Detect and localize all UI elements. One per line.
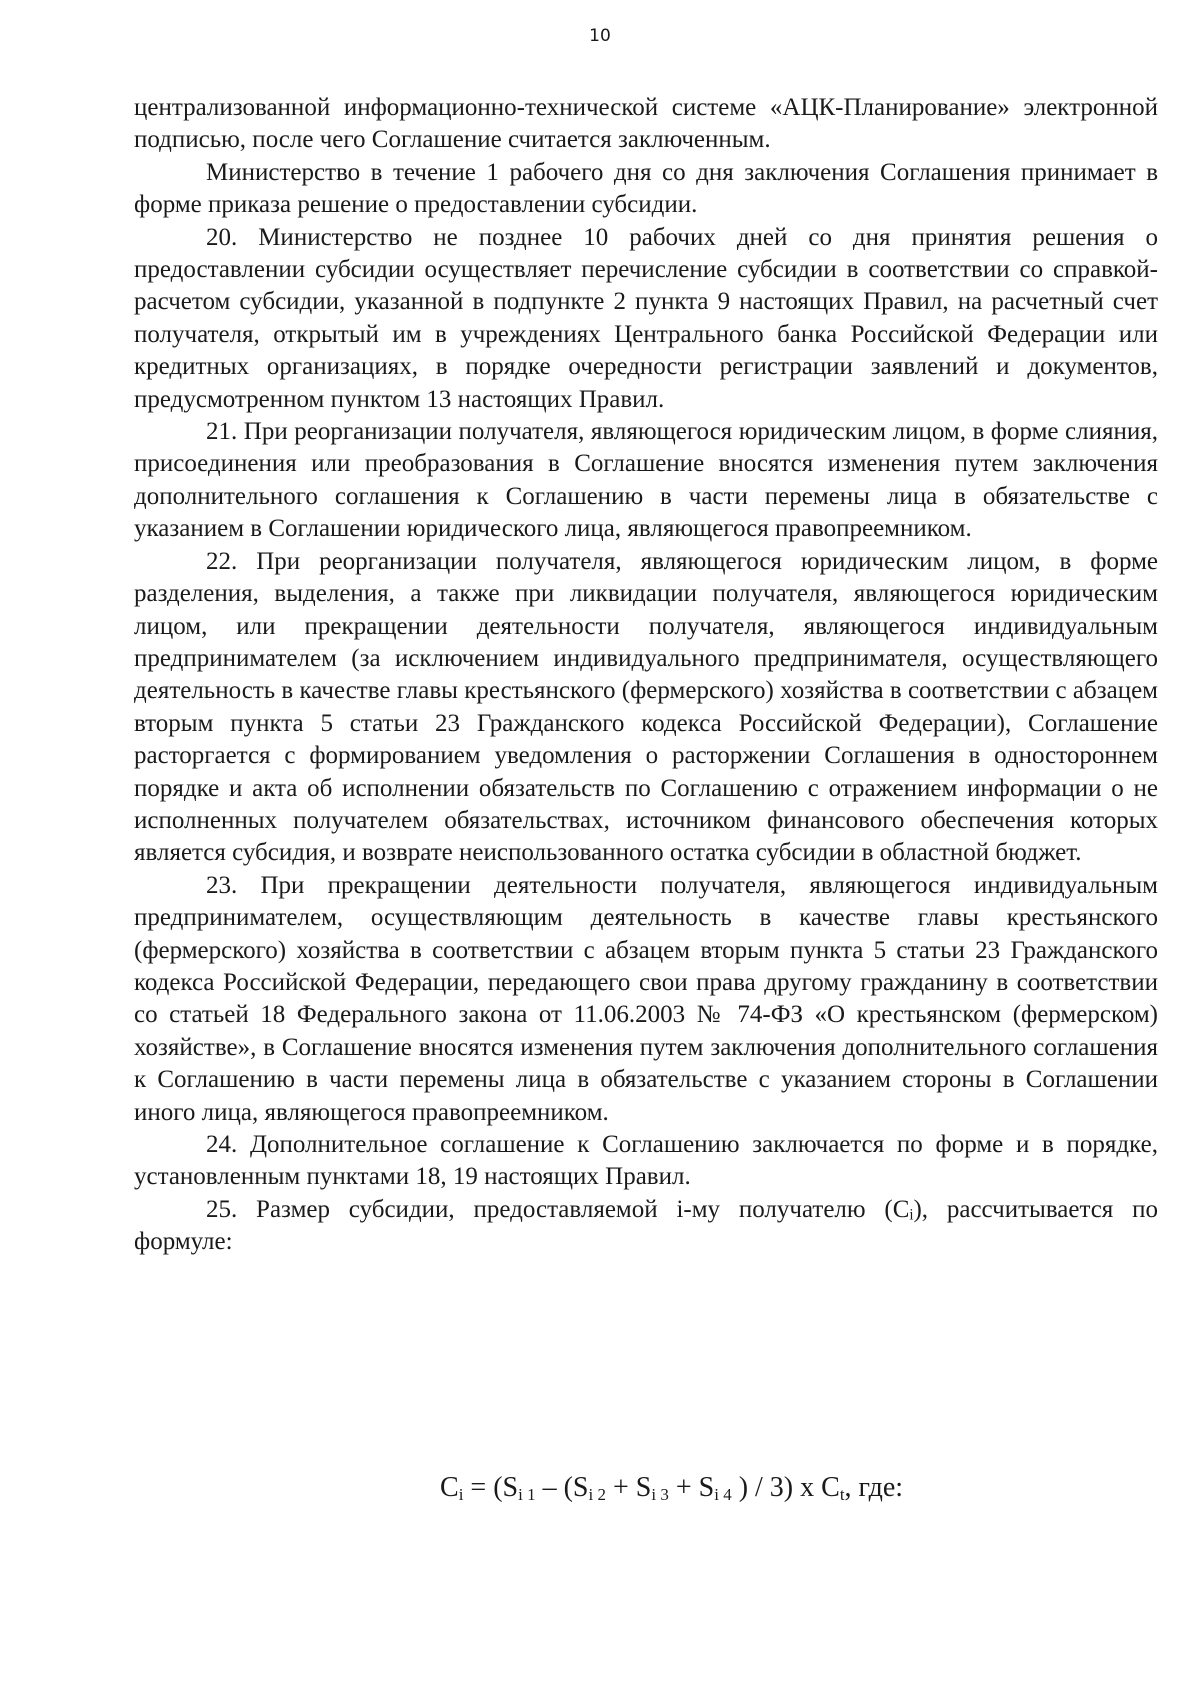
formula-close-div: ) / 3) x C: [731, 1472, 840, 1503]
formula-c: C: [440, 1472, 459, 1503]
formula-c-subscript: i: [458, 1485, 464, 1504]
paragraph-continuation: централизованной информационно-технической системе «АЦК-Планирование» электронной подписью, после чего Соглашение считается заключенным.: [134, 94, 1158, 154]
formula-plus1: + S: [605, 1472, 652, 1503]
paragraph-21: 21. При реорганизации получателя, являющегося юридическим лицом, в форме слияния, присоединения или преобразования в Соглашение вносятся изменения путем заключения дополнительного соглашения к Соглашению в части перемены лица в обязательстве с указанием в Соглашении юридического лица, являющегося правопреемником.: [134, 418, 1158, 543]
page-number: 10: [589, 26, 611, 46]
formula-s4-subscript: i 4: [714, 1485, 732, 1504]
document-body: [134, 92, 1158, 1259]
formula-s1-subscript: i 1: [518, 1485, 536, 1504]
subsidy-formula: [440, 1472, 903, 1505]
paragraph-25: 25. Размер субсидии, предоставляемой i-му получателю (Cᵢ), рассчитывается по формуле:: [134, 1195, 1158, 1256]
paragraph-24: 24. Дополнительное соглашение к Соглашению заключается по форме и в порядке, установленным пунктами 18, 19 настоящих Правил.: [134, 1131, 1158, 1191]
formula-s3-subscript: i 3: [651, 1485, 669, 1504]
formula-tail: , где:: [844, 1472, 904, 1503]
paragraph-22: 22. При реорганизации получателя, являющегося юридическим лицом, в форме разделения, выделения, а также при ликвидации получателя, являющегося юридическим лицом, или прекращении деятельности получателя, являющегося индивидуальным предпринимателем (за исключением индивидуального предпринимателя, осуществляющего деятельность в качестве главы крестьянского (фермерского) хозяйства в соответствии с абзацем вторым пункта 5 статьи 23 Гражданского кодекса Российской Федерации), Соглашение расторгается с формированием уведомления о расторжении Соглашения в одностороннем порядке и акта об исполнении обязательств по Соглашению с отражением информации о не исполненных получателем обязательствах, источником финансового обеспечения которых является субсидия, и возврате неиспользованного остатка субсидии в областной бюджет.: [134, 547, 1158, 867]
formula-plus2: + S: [668, 1472, 715, 1503]
paragraph-20: 20. Министерство не позднее 10 рабочих дней со дня принятия решения о предоставлении субсидии осуществляет перечисление субсидии в соответствии со справкой-расчетом субсидии, указанной в подпункте 2 пункта 9 настоящих Правил, на расчетный счет получателя, открытый им в учреждениях Центрального банка Российской Федерации или кредитных организациях, в порядке очередности регистрации заявлений и документов, предусмотренном пунктом 13 настоящих Правил.: [134, 223, 1158, 413]
formula-eq-open: = (S: [463, 1472, 519, 1503]
formula-ct-subscript: t: [839, 1485, 845, 1504]
formula-s2-subscript: i 2: [588, 1485, 606, 1504]
paragraph-23: 23. При прекращении деятельности получателя, являющегося индивидуальным предпринимателем, осуществляющим деятельность в качестве главы крестьянского (фермерского) хозяйства в соответствии с абзацем вторым пункта 5 статьи 23 Гражданского кодекса Российской Федерации, передающего свои права другому гражданину в соответствии со статьей 18 Федерального закона от 11.06.2003 № 74-ФЗ «О крестьянском (фермерском) хозяйстве», в Соглашение вносятся изменения путем заключения дополнительного соглашения к Соглашению в части перемены лица в обязательстве с указанием стороны в Соглашении иного лица, являющегося правопреемником.: [134, 871, 1158, 1126]
formula-minus-open: – (S: [535, 1472, 589, 1503]
paragraph-ministry-order: Министерство в течение 1 рабочего дня со дня заключения Соглашения принимает в форме приказа решение о предоставлении субсидии.: [134, 158, 1158, 219]
